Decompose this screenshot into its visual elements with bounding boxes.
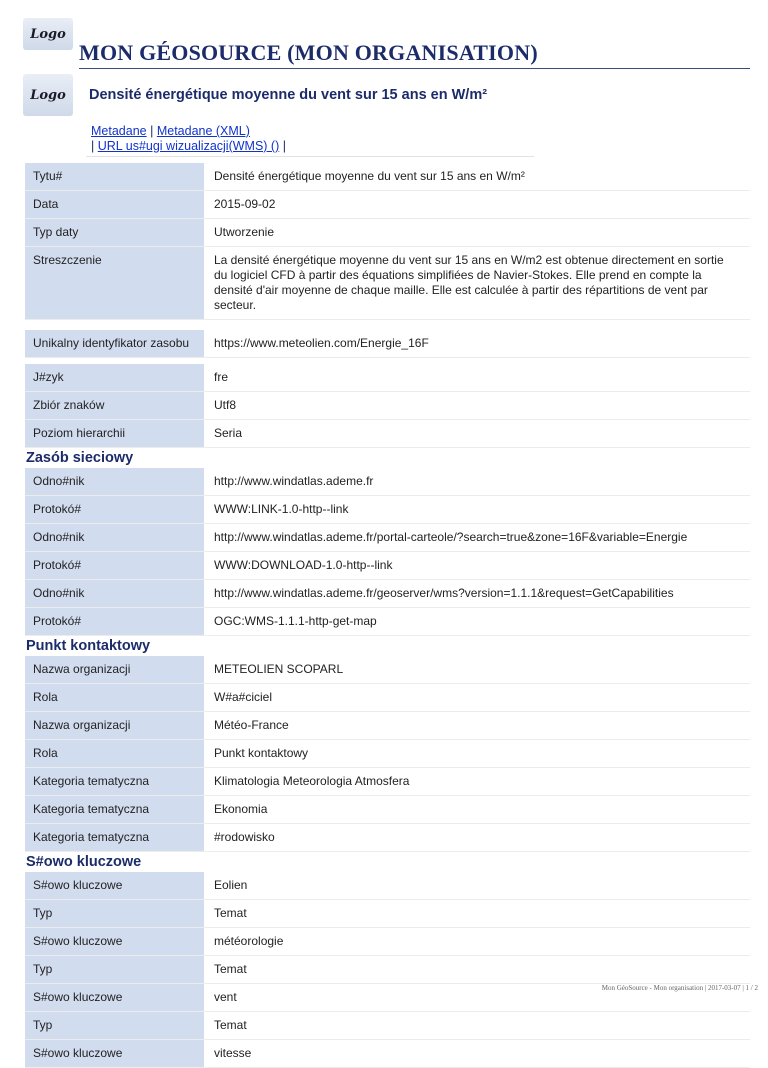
field-value: Temat (214, 962, 247, 976)
table-row (25, 364, 750, 392)
field-value: Utf8 (214, 398, 237, 412)
field-value: vitesse (214, 1046, 252, 1060)
table-row (25, 1012, 750, 1040)
section-heading-network: Zasób sieciowy (26, 450, 134, 466)
field-label: Data (25, 191, 204, 218)
table-row (25, 900, 750, 928)
field-label: Unikalny identyfikator zasobu (25, 330, 204, 357)
table-row (25, 768, 750, 796)
field-value: https://www.meteolien.com/Energie_16F (214, 336, 429, 350)
table-row (25, 656, 750, 684)
field-label: Typ (25, 1012, 204, 1039)
table-row (25, 191, 750, 219)
field-value: météorologie (214, 934, 284, 948)
table-row (25, 1040, 750, 1068)
field-value: vent (214, 990, 237, 1004)
keywords-group (25, 872, 750, 1068)
record-links (91, 124, 286, 154)
identifier-group (25, 330, 750, 358)
table-row (25, 163, 750, 191)
site-title: MON GÉOSOURCE (MON ORGANISATION) (79, 40, 538, 65)
metadata-xml-link[interactable]: Metadane (XML) (156, 124, 250, 138)
record-title: Densité énergétique moyenne du vent sur 15 ans en W/m² (89, 87, 488, 103)
field-value: WWW:LINK-1.0-http--link (214, 502, 349, 516)
link-separator: | (282, 139, 286, 153)
field-label: Odno#nik (25, 468, 204, 495)
table-row (25, 608, 750, 636)
link-separator: | (91, 139, 95, 153)
field-label: Kategoria tematyczna (25, 768, 204, 795)
section-heading-keywords: S#owo kluczowe (26, 854, 142, 870)
field-value: WWW:DOWNLOAD-1.0-http--link (214, 558, 393, 572)
wms-link[interactable]: URL us#ugi wizualizacji(WMS) () (97, 139, 280, 153)
field-label: Tytu# (25, 163, 204, 190)
table-row (25, 928, 750, 956)
table-row (25, 496, 750, 524)
field-label: Zbiór znaków (25, 392, 204, 419)
network-resource-group (25, 468, 750, 636)
field-value: Klimatologia Meteorologia Atmosfera (214, 774, 410, 788)
contact-group (25, 656, 750, 852)
field-label: S#owo kluczowe (25, 872, 204, 899)
field-value: Eolien (214, 878, 248, 892)
site-logo-text: Logo (30, 26, 66, 42)
field-label: Rola (25, 740, 204, 767)
metadata-link[interactable]: Metadane (91, 124, 147, 138)
field-label: Streszczenie (25, 247, 204, 319)
field-value: Punkt kontaktowy (214, 746, 309, 760)
table-row (25, 330, 750, 358)
field-label: S#owo kluczowe (25, 984, 204, 1011)
field-value: METEOLIEN SCOPARL (214, 662, 344, 676)
table-row (25, 824, 750, 852)
record-logo-text: Logo (30, 87, 66, 103)
language-group (25, 364, 750, 448)
section-heading-contact: Punkt kontaktowy (26, 638, 151, 654)
field-label: Typ (25, 956, 204, 983)
table-row (25, 392, 750, 420)
field-value: http://www.windatlas.ademe.fr/geoserver/wms?version=1.1.1&request=GetCapabilities (214, 586, 674, 600)
field-value: W#a#ciciel (214, 690, 273, 704)
field-label: Kategoria tematyczna (25, 796, 204, 823)
field-label: Odno#nik (25, 580, 204, 607)
field-label: Nazwa organizacji (25, 656, 204, 683)
field-value: #rodowisko (214, 830, 275, 844)
field-value: OGC:WMS-1.1.1-http-get-map (214, 614, 377, 628)
field-value: Seria (214, 426, 243, 440)
basic-info-group (25, 163, 750, 320)
record-logo (23, 74, 73, 116)
field-value: Utworzenie (214, 225, 275, 239)
table-row (25, 219, 750, 247)
table-row (25, 740, 750, 768)
field-label: Poziom hierarchii (25, 420, 204, 447)
table-row (25, 247, 750, 320)
link-separator: | (150, 124, 154, 138)
field-label: J#zyk (25, 364, 204, 391)
page-footer: Mon GéoSource - Mon organisation | 2017-03-07 | 1 / 2 (601, 984, 758, 992)
field-label: Nazwa organizacji (25, 712, 204, 739)
field-label: Kategoria tematyczna (25, 824, 204, 851)
table-row (25, 872, 750, 900)
table-row (25, 552, 750, 580)
field-value: Météo-France (214, 718, 289, 732)
field-value: 2015-09-02 (214, 197, 276, 211)
field-label: Typ daty (25, 219, 204, 246)
table-row (25, 468, 750, 496)
metadata-table (25, 163, 750, 1068)
table-row (25, 712, 750, 740)
field-label: Protokó# (25, 552, 204, 579)
field-label: S#owo kluczowe (25, 1040, 204, 1067)
title-divider (79, 68, 750, 69)
field-value: Densité énergétique moyenne du vent sur 15 ans en W/m² (214, 169, 525, 183)
field-label: Rola (25, 684, 204, 711)
table-row (25, 956, 750, 984)
table-row (25, 420, 750, 448)
field-value: Temat (214, 1018, 247, 1032)
links-divider (86, 156, 534, 157)
field-value: fre (214, 370, 229, 384)
table-row (25, 524, 750, 552)
field-label: S#owo kluczowe (25, 928, 204, 955)
field-label: Odno#nik (25, 524, 204, 551)
field-value: Temat (214, 906, 247, 920)
site-logo (23, 18, 73, 50)
field-value: Ekonomia (214, 802, 268, 816)
table-row (25, 796, 750, 824)
field-value: http://www.windatlas.ademe.fr (214, 474, 374, 488)
field-label: Protokó# (25, 496, 204, 523)
field-label: Protokó# (25, 608, 204, 635)
field-label: Typ (25, 900, 204, 927)
field-value: http://www.windatlas.ademe.fr/portal-carteole/?search=true&zone=16F&variable=Energie (214, 530, 688, 544)
table-row (25, 580, 750, 608)
field-value: La densité énergétique moyenne du vent sur 15 ans en W/m2 est obtenue directement en sortie du logiciel CFD à partir des équations simplifiées de Navier-Stokes. Elle prend en compte la densité d'air moyenne de chaque maille. Elle est calculée à partir des répartitions de vent par secteur. (214, 253, 724, 312)
table-row (25, 684, 750, 712)
